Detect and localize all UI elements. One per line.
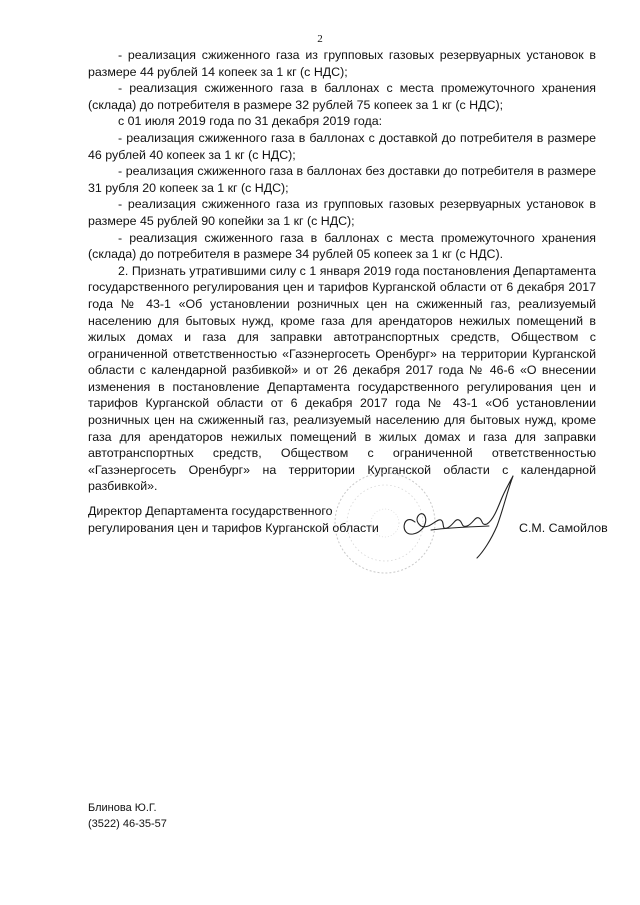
- paragraph: - реализация сжиженного газа в баллонах с места промежуточного хранения (склада) до потребителя в размере 32 рублей 75 копеек за 1 кг (с НДС);: [88, 81, 596, 112]
- paragraph: - реализация сжиженного газа в баллонах без доставки до потребителя в размере 31 рубля 20 копеек за 1 кг (с НДС);: [88, 164, 596, 195]
- paragraph: - реализация сжиженного газа в баллонах с доставкой до потребителя в размере 46 рублей 40 копеек за 1 кг (с НДС);: [88, 130, 596, 162]
- paragraph: - реализация сжиженного газа в баллонах с места промежуточного хранения (склада) до потребителя в размере 34 рублей 05 копеек за 1 кг (с НДС).: [88, 230, 596, 262]
- contact-info: [88, 800, 167, 832]
- contact-phone: (3522) 46-35-57: [88, 818, 167, 830]
- document-body: [88, 47, 596, 495]
- signatory-name: С.М. Самойлов: [519, 521, 608, 535]
- paragraph: - реализация сжиженного газа из групповых газовых резервуарных установок в размере 45 рублей 90 копейки за 1 кг (с НДС);: [88, 197, 596, 228]
- paragraph: с 01 июля 2019 года по 31 декабря 2019 года:: [118, 114, 383, 129]
- signatory-title: Директор Департамента государственного регулирования цен и тарифов Курганской области: [88, 504, 379, 535]
- page-number: 2: [317, 33, 323, 45]
- paragraph: 2. Признать утратившими силу с 1 января 2019 года постановления Департамента государственного регулирования цен и тарифов Курганской области от 6 декабря 2017 года № 43-1 «Об установлении розничных цен на сжиженный газ, реализуемый населению для бытовых нужд, кроме газа для арендаторов нежилых помещений в жилых домах и газа для заправки автотранспортных средств, Обществом с ограниченной ответственностью «Газэнергосеть Оренбург» на территории Курганской области с календарной разбивкой» и от 26 декабря 2017 года № 46-6 «О внесении изменения в постановление Департамента государственного регулирования цен и тарифов Курганской области от 6 декабря 2017 года № 43-1 «Об установлении розничных цен на сжиженный газ, реализуемый населению для бытовых нужд, кроме газа для арендаторов нежилых помещений в жилых домах и газа для заправки автотранспортных средств, Обществом с ограниченной ответственностью «Газэнергосеть Оренбург» на территории Курганской области с календарной разбивкой».: [88, 263, 596, 494]
- signature-block: [88, 503, 608, 563]
- paragraph: - реализация сжиженного газа из групповых газовых резервуарных установок в размере 44 рублей 14 копеек за 1 кг (с НДС);: [88, 48, 596, 79]
- contact-name: Блинова Ю.Г.: [88, 802, 157, 814]
